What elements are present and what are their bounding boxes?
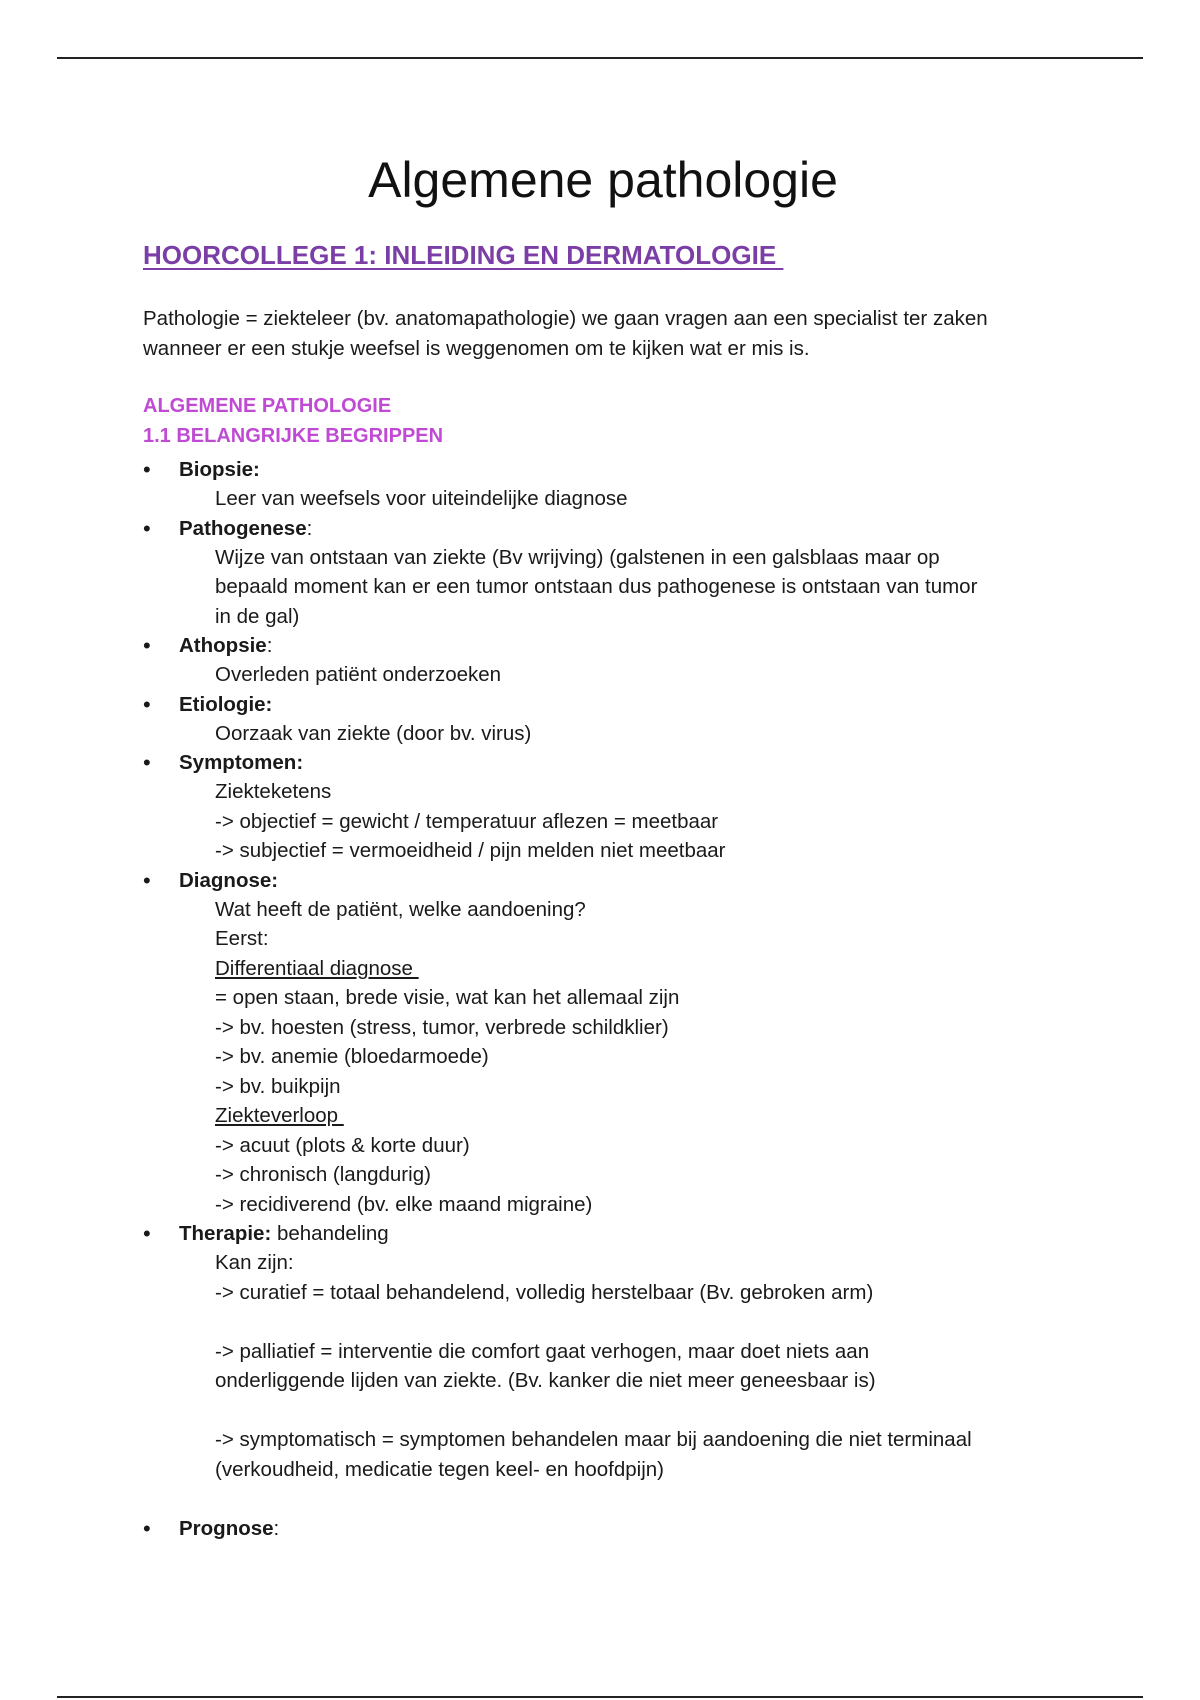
term-list (143, 455, 1063, 1543)
bullet-icon: • (143, 457, 151, 482)
definition-line: Oorzaak van ziekte (door bv. virus) (215, 721, 532, 745)
header-rule (57, 57, 1143, 59)
definition-line: in de gal) (215, 604, 300, 628)
term-definition (179, 660, 1063, 690)
term-heading (179, 866, 1063, 895)
definition-line: -> acuut (plots & korte duur) (215, 1133, 470, 1157)
definition-line: -> curatief = totaal behandelend, volledig herstelbaar (Bv. gebroken arm) (215, 1280, 874, 1304)
definition-line: Kan zijn: (215, 1251, 294, 1274)
definition-line: Ziekteketens (215, 780, 332, 803)
list-item (143, 748, 1063, 866)
definition-line: -> objectief = gewicht / temperatuur aflezen = meetbaar (215, 809, 719, 833)
section-title: ALGEMENE PATHOLOGIE (143, 395, 392, 417)
definition-line (215, 1307, 1063, 1337)
term-definition (179, 777, 1063, 866)
list-item (143, 455, 1063, 514)
definition-line: = open staan, brede visie, wat kan het allemaal zijn (215, 986, 680, 1009)
bullet-icon: • (143, 691, 151, 717)
term-name: Biopsie: (179, 458, 260, 481)
term-definition (179, 543, 1063, 632)
bullet-icon: • (143, 750, 151, 775)
definition-line: -> bv. anemie (bloedarmoede) (215, 1045, 489, 1068)
term-name: Pathogenese (179, 516, 307, 540)
term-heading (179, 1514, 1063, 1543)
footer-rule (57, 1696, 1143, 1698)
definition-line: -> symptomatisch = symptomen behandelen maar bij aandoening die niet terminaal (215, 1428, 972, 1451)
definition-line: -> palliatief = interventie die comfort gaat verhogen, maar doet niets aan (215, 1339, 870, 1363)
definition-line: -> recidiverend (bv. elke maand migraine) (215, 1192, 593, 1216)
list-item (143, 631, 1063, 690)
term-heading (179, 631, 1063, 660)
bullet-icon: • (143, 633, 151, 658)
term-suffix: : (273, 1516, 280, 1540)
bullet-icon: • (143, 867, 151, 893)
definition-line: bepaald moment kan er een tumor ontstaan dus pathogenese is ontstaan van tumor (215, 575, 978, 598)
definition-line: -> subjectief = vermoeidheid / pijn melden niet meetbaar (215, 839, 726, 862)
subheading-line: Differentiaal diagnose (215, 956, 419, 980)
list-item (143, 1219, 1063, 1514)
term-name: Athopsie (179, 634, 267, 657)
lecture-heading: HOORCOLLEGE 1: INLEIDING EN DERMATOLOGIE (143, 240, 784, 270)
list-item (143, 514, 1063, 632)
definition-line (215, 1484, 1063, 1514)
subheading-line: Ziekteverloop (215, 1104, 344, 1127)
bullet-icon: • (143, 1221, 151, 1246)
subsection-title: 1.1 BELANGRIJKE BEGRIPPEN (143, 425, 444, 447)
term-suffix: : (306, 516, 313, 540)
definition-line: -> bv. buikpijn (215, 1074, 341, 1098)
definition-line: Wat heeft de patiënt, welke aandoening? (215, 897, 586, 921)
term-definition (179, 719, 1063, 749)
term-heading (179, 1219, 1063, 1248)
intro-paragraph: Pathologie = ziekteleer (bv. anatomapathologie) we gaan vragen aan een specialist ter zaken wanneer er een stukje weefsel is weggenomen om te kijken wat er mis is. (143, 307, 988, 360)
list-item (143, 690, 1063, 749)
definition-line (215, 1396, 1063, 1426)
definition-line: (verkoudheid, medicatie tegen keel- en hoofdpijn) (215, 1457, 664, 1481)
term-name: Therapie: (179, 1222, 272, 1245)
term-heading (179, 514, 1063, 543)
term-suffix: : (266, 634, 273, 657)
term-definition (179, 484, 1063, 514)
bullet-icon: • (143, 1515, 151, 1541)
term-definition (179, 1248, 1063, 1514)
definition-line: Wijze van ontstaan van ziekte (Bv wrijving) (galstenen in een galsblaas maar op (215, 545, 940, 569)
definition-line: Leer van weefsels voor uiteindelijke diagnose (215, 487, 628, 510)
bullet-icon: • (143, 515, 151, 541)
definition-line: Overleden patiënt onderzoeken (215, 663, 502, 686)
definition-line: -> bv. hoesten (stress, tumor, verbrede schildklier) (215, 1015, 669, 1039)
definition-line: onderliggende lijden van ziekte. (Bv. kanker die niet meer geneesbaar is) (215, 1369, 876, 1392)
term-name: Prognose (179, 1516, 274, 1540)
term-name: Symptomen: (179, 751, 304, 774)
term-name: Diagnose: (179, 868, 279, 892)
list-item (143, 866, 1063, 1220)
term-heading (179, 455, 1063, 484)
term-heading (179, 690, 1063, 719)
definition-line: Eerst: (215, 927, 269, 950)
list-item (143, 1514, 1063, 1543)
term-name: Etiologie: (179, 692, 273, 716)
term-definition (179, 895, 1063, 1220)
document-title: Algemene pathologie (368, 152, 838, 208)
definition-line: -> chronisch (langdurig) (215, 1163, 431, 1186)
term-heading (179, 748, 1063, 777)
term-suffix: behandeling (271, 1222, 389, 1245)
